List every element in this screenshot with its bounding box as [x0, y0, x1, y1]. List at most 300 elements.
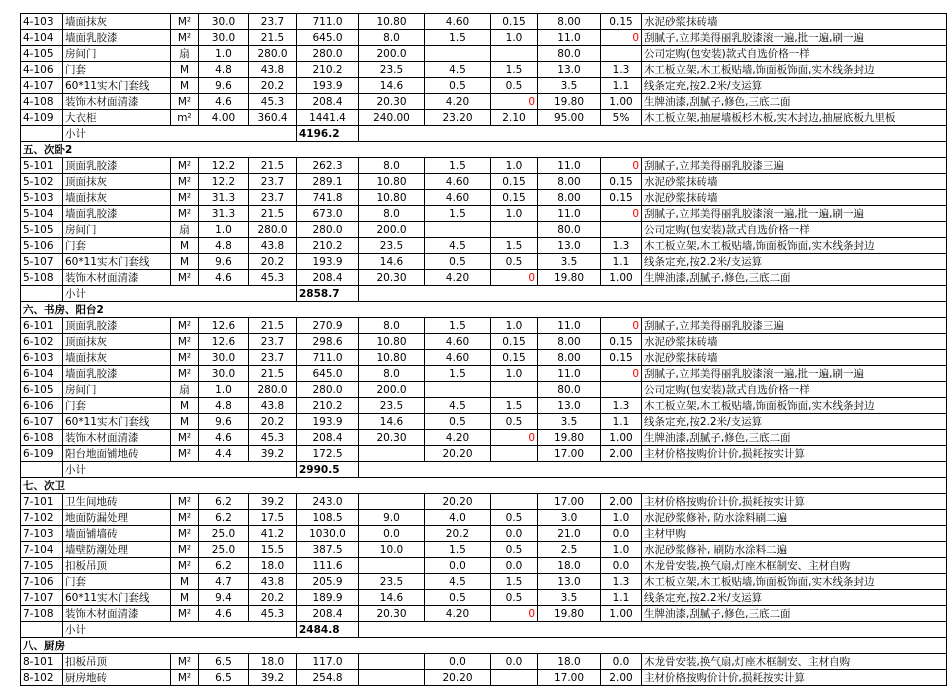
table-row: [21, 14, 947, 30]
cell-machine-cost: 1.0: [491, 318, 538, 334]
cell-unit: M²: [171, 190, 199, 206]
cell-unit-price: 39.2: [249, 494, 297, 510]
cell-labor-cost: [425, 382, 491, 398]
cell-main-cost: 11.0: [538, 158, 601, 174]
cell-unit-price: 280.0: [249, 222, 297, 238]
cell-remarks: 木工板立架,木工板贴墙,饰面板饰面,实木线条封边: [642, 574, 947, 590]
cell-machine-cost: 0: [491, 94, 538, 110]
cell-machine-cost: 0.5: [491, 254, 538, 270]
cell-quantity: 1.0: [199, 222, 249, 238]
cell-material-cost: 8.0: [359, 366, 425, 382]
cell-quantity: 9.4: [199, 590, 249, 606]
cell-main-cost: 2.5: [538, 542, 601, 558]
cell-remarks: 木工板立架,木工板贴墙,饰面板饰面,实木线条封边: [642, 398, 947, 414]
cell-quantity: 4.6: [199, 430, 249, 446]
table-row: [21, 350, 947, 366]
cell-machine-cost: [491, 382, 538, 398]
cell-remarks: 主材价格按购价计价,损耗按实计算: [642, 494, 947, 510]
cell-material-cost: 8.0: [359, 318, 425, 334]
cell-unit-price: 23.7: [249, 174, 297, 190]
cell-item-name: 墙面抹灰: [63, 190, 171, 206]
cell-item-name: 装饰木材面清漆: [63, 606, 171, 622]
cell-quantity: 30.0: [199, 14, 249, 30]
cell-amount: 280.0: [297, 222, 359, 238]
cell-remarks: 刮腻子,立邦美得丽乳胶漆三遍: [642, 158, 947, 174]
cell-labor-cost: 4.60: [425, 190, 491, 206]
cell-item-code: 4-105: [21, 46, 63, 62]
section-title: 五、次卧2: [21, 142, 947, 158]
cell-item-code: 4-103: [21, 14, 63, 30]
cell-amount: 193.9: [297, 78, 359, 94]
cell-quantity: 4.6: [199, 270, 249, 286]
cell-item-code: 6-108: [21, 430, 63, 446]
cell-quantity: 4.6: [199, 94, 249, 110]
cell-item-name: 房间门: [63, 382, 171, 398]
cell-amount: 193.9: [297, 414, 359, 430]
cell-unit: M²: [171, 30, 199, 46]
cell-amount: 387.5: [297, 542, 359, 558]
cell-item-name: 大衣柜: [63, 110, 171, 126]
cell-remarks: 刮腻子,立邦美得丽乳胶漆滚一遍,批一遍,刷一遍: [642, 30, 947, 46]
cell-labor-cost: 1.5: [425, 318, 491, 334]
cell-main-cost: 19.80: [538, 430, 601, 446]
cell-labor-cost: 4.20: [425, 270, 491, 286]
cell-unit: M²: [171, 14, 199, 30]
cell-quantity: 31.3: [199, 206, 249, 222]
cell-quantity: 30.0: [199, 350, 249, 366]
cell-item-name: 房间门: [63, 222, 171, 238]
cell-amount: 1441.4: [297, 110, 359, 126]
cell-unit: M²: [171, 350, 199, 366]
cell-unit: M²: [171, 318, 199, 334]
cell-item-name: 门套: [63, 574, 171, 590]
cell-unit: M²: [171, 270, 199, 286]
cell-item-name: 墙面乳胶漆: [63, 30, 171, 46]
cell-amount: 210.2: [297, 238, 359, 254]
cell-labor-cost: 4.5: [425, 238, 491, 254]
section-header-row: [21, 142, 947, 158]
cell-labor-cost: 4.5: [425, 574, 491, 590]
cell-remarks: 刮腻子,立邦美得丽乳胶漆滚一遍,批一遍,刷一遍: [642, 366, 947, 382]
cell-item-name: 卫生间地砖: [63, 494, 171, 510]
cell-unit: M²: [171, 558, 199, 574]
cell-item-code: 7-107: [21, 590, 63, 606]
cell-item-name: 厨房地砖: [63, 670, 171, 686]
cell-labor-cost: 20.20: [425, 494, 491, 510]
cell-loss-rate: 1.00: [601, 430, 642, 446]
cell-unit-price: 20.2: [249, 590, 297, 606]
cell-amount: 280.0: [297, 382, 359, 398]
cell-labor-cost: 1.5: [425, 366, 491, 382]
cell-quantity: 12.2: [199, 158, 249, 174]
cell-item-code: 5-106: [21, 238, 63, 254]
cell-amount: 117.0: [297, 654, 359, 670]
cell-remarks: 刮腻子,立邦美得丽乳胶漆三遍: [642, 318, 947, 334]
cell-loss-rate: 0: [601, 206, 642, 222]
cell-quantity: 25.0: [199, 542, 249, 558]
cell-labor-cost: 0.5: [425, 78, 491, 94]
cell-material-cost: 14.6: [359, 78, 425, 94]
cell-remarks: 木龙骨安装,换气扇,灯座木框制安、主材自购: [642, 654, 947, 670]
cell-quantity: 4.4: [199, 446, 249, 462]
cell-main-cost: 8.00: [538, 14, 601, 30]
cell-unit-price: 45.3: [249, 606, 297, 622]
table-row: [21, 318, 947, 334]
cell-loss-rate: 1.1: [601, 254, 642, 270]
cell-unit-price: 23.7: [249, 334, 297, 350]
cell-item-code: 8-102: [21, 670, 63, 686]
cell-labor-cost: 4.5: [425, 62, 491, 78]
cell-main-cost: 17.00: [538, 494, 601, 510]
cell-amount: 172.5: [297, 446, 359, 462]
cell-remarks: 木工板立架,木工板贴墙,饰面板饰面,实木线条封边: [642, 62, 947, 78]
cell-material-cost: [359, 494, 425, 510]
cell-machine-cost: 0.5: [491, 78, 538, 94]
cell-unit-price: 43.8: [249, 398, 297, 414]
cell-remarks: 生牌油漆,刮腻子,修色,三底二面: [642, 430, 947, 446]
cell-item-code: 5-107: [21, 254, 63, 270]
cell-unit: M²: [171, 366, 199, 382]
cell-unit-price: 41.2: [249, 526, 297, 542]
cell-unit: M²: [171, 446, 199, 462]
cell-unit-price: 20.2: [249, 78, 297, 94]
cell-amount: 711.0: [297, 14, 359, 30]
cell-main-cost: 19.80: [538, 270, 601, 286]
table-row: [21, 574, 947, 590]
cell-item-name: 60*11实木门套线: [63, 78, 171, 94]
cell-unit-price: 23.7: [249, 190, 297, 206]
cell-material-cost: 20.30: [359, 430, 425, 446]
cell-main-cost: 3.0: [538, 510, 601, 526]
cell-material-cost: 200.0: [359, 46, 425, 62]
cell-machine-cost: 1.0: [491, 158, 538, 174]
cell-labor-cost: 0.0: [425, 654, 491, 670]
cell-quantity: 1.0: [199, 382, 249, 398]
cell-item-code: 6-106: [21, 398, 63, 414]
cell-item-code: 6-102: [21, 334, 63, 350]
table-row: [21, 542, 947, 558]
cell-machine-cost: 1.0: [491, 30, 538, 46]
cell-loss-rate: 1.00: [601, 94, 642, 110]
cell-amount: 298.6: [297, 334, 359, 350]
cell-main-cost: 8.00: [538, 174, 601, 190]
cell-item-code: 7-108: [21, 606, 63, 622]
cell-machine-cost: 0.5: [491, 590, 538, 606]
cell-main-cost: 19.80: [538, 94, 601, 110]
cell-unit-price: 43.8: [249, 574, 297, 590]
cell-labor-cost: 20.20: [425, 446, 491, 462]
cell-item-name: 门套: [63, 238, 171, 254]
cell-material-cost: 10.80: [359, 350, 425, 366]
cell-machine-cost: 1.5: [491, 238, 538, 254]
cell-remarks: 生牌油漆,刮腻子,修色,三底二面: [642, 270, 947, 286]
table-row: [21, 30, 947, 46]
cell-unit: 扇: [171, 46, 199, 62]
cell-material-cost: 0.0: [359, 526, 425, 542]
table-row: [21, 590, 947, 606]
cell-labor-cost: [425, 46, 491, 62]
cell-remarks: 木工板立架,抽屉墙板杉木板,实木封边,抽屉底板九里板: [642, 110, 947, 126]
cell-main-cost: 3.5: [538, 254, 601, 270]
cell-quantity: 9.6: [199, 414, 249, 430]
cell-loss-rate: 0.0: [601, 526, 642, 542]
table-row: [21, 334, 947, 350]
cell-unit-price: 21.5: [249, 318, 297, 334]
cell-labor-cost: 4.20: [425, 430, 491, 446]
cell-loss-rate: 1.3: [601, 574, 642, 590]
cell-quantity: 9.6: [199, 78, 249, 94]
cell-item-name: 门套: [63, 62, 171, 78]
cell-machine-cost: 0: [491, 430, 538, 446]
cell-item-code: 7-106: [21, 574, 63, 590]
cell-quantity: 6.2: [199, 510, 249, 526]
cell-item-code: 8-101: [21, 654, 63, 670]
cell-remarks: 线条定充,按2.2米/支运算: [642, 414, 947, 430]
cell-labor-cost: 0.0: [425, 558, 491, 574]
cell-machine-cost: 0.15: [491, 190, 538, 206]
cell-unit: M²: [171, 494, 199, 510]
cell-material-cost: 23.5: [359, 62, 425, 78]
cell-amount: 673.0: [297, 206, 359, 222]
cell-item-code: 6-109: [21, 446, 63, 462]
cell-unit-price: 360.4: [249, 110, 297, 126]
table-row: [21, 158, 947, 174]
cell-unit: M²: [171, 206, 199, 222]
cell-machine-cost: 1.5: [491, 398, 538, 414]
cell-material-cost: 14.6: [359, 254, 425, 270]
table-row: [21, 190, 947, 206]
subtotal-row: [21, 462, 947, 478]
cell-material-cost: 200.0: [359, 222, 425, 238]
cell-unit-price: 21.5: [249, 30, 297, 46]
cell-machine-cost: 2.10: [491, 110, 538, 126]
subtotal-empty: [359, 622, 947, 638]
cell-machine-cost: 0.15: [491, 350, 538, 366]
table-row: [21, 558, 947, 574]
cell-material-cost: 10.80: [359, 190, 425, 206]
cell-amount: 208.4: [297, 606, 359, 622]
cell-remarks: 主材价格按购价计价,损耗按实计算: [642, 670, 947, 686]
cell-unit-price: 21.5: [249, 206, 297, 222]
cell-amount: 210.2: [297, 62, 359, 78]
cell-labor-cost: 20.20: [425, 670, 491, 686]
cell-material-cost: 20.30: [359, 270, 425, 286]
cell-quantity: 31.3: [199, 190, 249, 206]
section-header-row: [21, 638, 947, 654]
table-row: [21, 526, 947, 542]
cell-unit: M²: [171, 158, 199, 174]
cell-remarks: 水泥砂浆抹砖墙: [642, 174, 947, 190]
cell-remarks: 水泥砂浆抹砖墙: [642, 190, 947, 206]
cell-unit-price: 45.3: [249, 270, 297, 286]
cell-item-code: 7-101: [21, 494, 63, 510]
cell-item-name: 装饰木材面清漆: [63, 94, 171, 110]
cell-main-cost: 3.5: [538, 414, 601, 430]
cell-machine-cost: 0.5: [491, 414, 538, 430]
subtotal-spacer: [21, 286, 63, 302]
cell-remarks: 线条定充,按2.2米/支运算: [642, 254, 947, 270]
cell-item-code: 7-102: [21, 510, 63, 526]
cell-item-name: 60*11实木门套线: [63, 590, 171, 606]
section-title: 七、次卫: [21, 478, 947, 494]
cell-item-code: 5-101: [21, 158, 63, 174]
cell-unit: M: [171, 238, 199, 254]
subtotal-row: [21, 286, 947, 302]
cell-amount: 254.8: [297, 670, 359, 686]
cell-item-code: 5-108: [21, 270, 63, 286]
cell-main-cost: 19.80: [538, 606, 601, 622]
cell-loss-rate: 1.00: [601, 270, 642, 286]
cell-item-name: 墙壁防潮处理: [63, 542, 171, 558]
cell-machine-cost: 0.15: [491, 334, 538, 350]
table-row: [21, 110, 947, 126]
cell-quantity: 25.0: [199, 526, 249, 542]
cell-labor-cost: 0.5: [425, 590, 491, 606]
table-row: [21, 398, 947, 414]
cell-loss-rate: 0: [601, 30, 642, 46]
cell-item-name: 扣板吊顶: [63, 558, 171, 574]
cell-amount: 108.5: [297, 510, 359, 526]
cell-machine-cost: 1.0: [491, 206, 538, 222]
cell-remarks: 水泥砂浆抹砖墙: [642, 334, 947, 350]
cell-quantity: 4.00: [199, 110, 249, 126]
subtotal-amount: 2484.8: [297, 622, 359, 638]
cell-labor-cost: 20.2: [425, 526, 491, 542]
subtotal-label: 小计: [63, 126, 297, 142]
cell-machine-cost: 0: [491, 606, 538, 622]
quotation-table-body: [21, 14, 947, 686]
cell-loss-rate: 1.3: [601, 398, 642, 414]
table-row: [21, 222, 947, 238]
cell-quantity: 12.2: [199, 174, 249, 190]
cell-unit: M: [171, 62, 199, 78]
cell-unit: 扇: [171, 222, 199, 238]
cell-machine-cost: 0.15: [491, 174, 538, 190]
cell-remarks: 主材甲购: [642, 526, 947, 542]
cell-quantity: 30.0: [199, 30, 249, 46]
cell-item-code: 6-101: [21, 318, 63, 334]
cell-unit-price: 23.7: [249, 350, 297, 366]
cell-labor-cost: 1.5: [425, 542, 491, 558]
subtotal-empty: [359, 286, 947, 302]
cell-item-name: 墙面铺墙砖: [63, 526, 171, 542]
cell-remarks: 水泥砂浆修补, 刷防水涂料二遍: [642, 542, 947, 558]
cell-main-cost: 80.0: [538, 46, 601, 62]
cell-material-cost: 8.0: [359, 158, 425, 174]
cell-labor-cost: 23.20: [425, 110, 491, 126]
section-title: 八、厨房: [21, 638, 947, 654]
cell-labor-cost: 4.60: [425, 14, 491, 30]
cell-item-code: 7-103: [21, 526, 63, 542]
cell-item-name: 墙面乳胶漆: [63, 206, 171, 222]
subtotal-empty: [359, 462, 947, 478]
cell-material-cost: 8.0: [359, 206, 425, 222]
cell-unit-price: 21.5: [249, 158, 297, 174]
cell-remarks: 公司定购(包安装)款式自选价格一样: [642, 382, 947, 398]
table-row: [21, 78, 947, 94]
cell-quantity: 6.2: [199, 558, 249, 574]
cell-item-name: 墙面抹灰: [63, 350, 171, 366]
cell-item-name: 墙面抹灰: [63, 14, 171, 30]
cell-item-code: 5-102: [21, 174, 63, 190]
cell-main-cost: 95.00: [538, 110, 601, 126]
cell-unit: M²: [171, 670, 199, 686]
cell-main-cost: 80.0: [538, 382, 601, 398]
subtotal-label: 小计: [63, 286, 297, 302]
cell-material-cost: 240.00: [359, 110, 425, 126]
table-row: [21, 94, 947, 110]
cell-unit: M²: [171, 430, 199, 446]
cell-labor-cost: 1.5: [425, 206, 491, 222]
cell-amount: 208.4: [297, 94, 359, 110]
cell-material-cost: 10.80: [359, 174, 425, 190]
cell-remarks: 公司定购(包安装)款式自选价格一样: [642, 222, 947, 238]
cell-remarks: 水泥砂浆修补, 防水涂料刷二遍: [642, 510, 947, 526]
cell-material-cost: [359, 558, 425, 574]
subtotal-amount: 2990.5: [297, 462, 359, 478]
cell-loss-rate: 0: [601, 158, 642, 174]
quotation-table: [20, 13, 947, 686]
cell-machine-cost: 0: [491, 270, 538, 286]
cell-item-code: 6-105: [21, 382, 63, 398]
cell-item-name: 60*11实木门套线: [63, 414, 171, 430]
cell-quantity: 30.0: [199, 366, 249, 382]
cell-loss-rate: 1.00: [601, 606, 642, 622]
cell-unit: M²: [171, 510, 199, 526]
cell-labor-cost: [425, 222, 491, 238]
table-row: [21, 606, 947, 622]
cell-material-cost: [359, 654, 425, 670]
cell-main-cost: 13.0: [538, 238, 601, 254]
cell-material-cost: 10.80: [359, 334, 425, 350]
cell-amount: 741.8: [297, 190, 359, 206]
cell-item-name: 墙面乳胶漆: [63, 366, 171, 382]
cell-loss-rate: 2.00: [601, 670, 642, 686]
cell-machine-cost: 0.15: [491, 14, 538, 30]
cell-amount: 111.6: [297, 558, 359, 574]
table-row: [21, 62, 947, 78]
cell-labor-cost: 1.5: [425, 158, 491, 174]
cell-amount: 645.0: [297, 30, 359, 46]
cell-material-cost: 200.0: [359, 382, 425, 398]
cell-unit-price: 21.5: [249, 366, 297, 382]
cell-quantity: 4.7: [199, 574, 249, 590]
cell-material-cost: 20.30: [359, 94, 425, 110]
cell-item-code: 5-105: [21, 222, 63, 238]
cell-remarks: 木工板立架,木工板贴墙,饰面板饰面,实木线条封边: [642, 238, 947, 254]
cell-unit: M²: [171, 94, 199, 110]
cell-main-cost: 13.0: [538, 398, 601, 414]
subtotal-row: [21, 622, 947, 638]
cell-remarks: 生牌油漆,刮腻子,修色,三底二面: [642, 94, 947, 110]
cell-material-cost: 14.6: [359, 590, 425, 606]
cell-remarks: 主材价格按购价计价,损耗按实计算: [642, 446, 947, 462]
cell-labor-cost: 4.60: [425, 350, 491, 366]
cell-item-name: 地面防漏处理: [63, 510, 171, 526]
cell-machine-cost: 0.5: [491, 542, 538, 558]
cell-main-cost: 11.0: [538, 206, 601, 222]
cell-main-cost: 3.5: [538, 590, 601, 606]
cell-material-cost: 8.0: [359, 30, 425, 46]
cell-remarks: 生牌油漆,刮腻子,修色,三底二面: [642, 606, 947, 622]
cell-loss-rate: 0: [601, 318, 642, 334]
cell-loss-rate: [601, 46, 642, 62]
cell-item-code: 4-106: [21, 62, 63, 78]
cell-loss-rate: 1.0: [601, 542, 642, 558]
cell-main-cost: 17.00: [538, 446, 601, 462]
cell-material-cost: 14.6: [359, 414, 425, 430]
cell-unit-price: 280.0: [249, 46, 297, 62]
